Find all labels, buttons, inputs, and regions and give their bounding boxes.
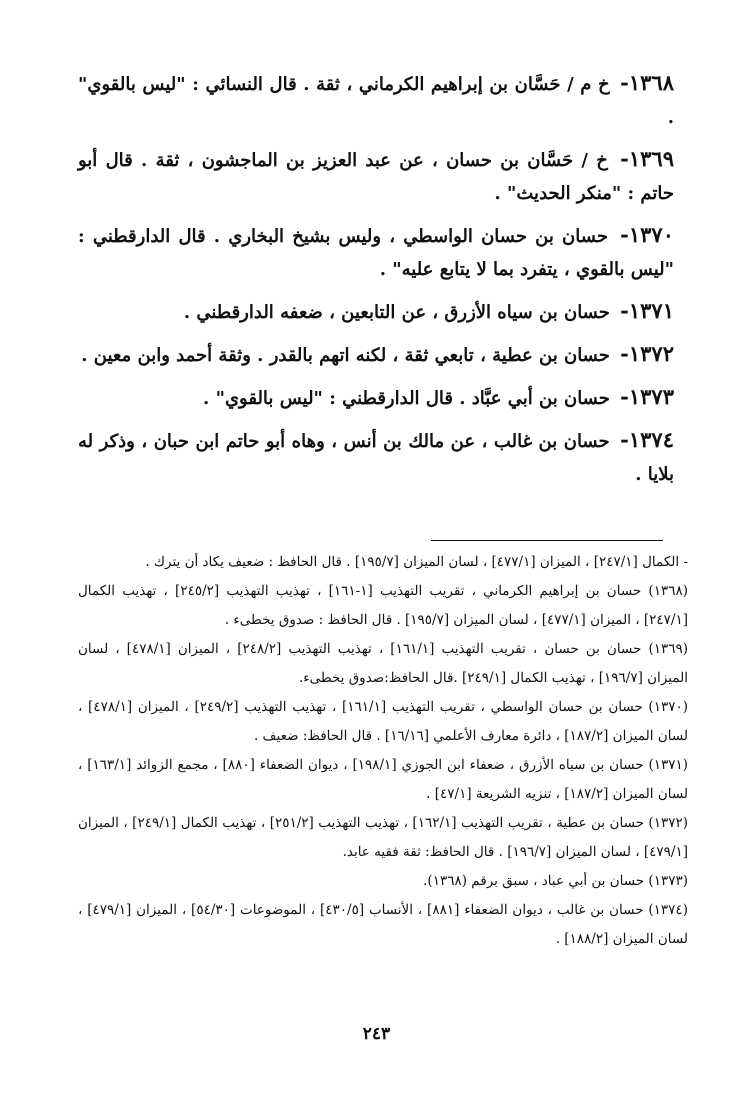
entry-number: ١٣٦٩-	[620, 146, 674, 171]
entry-text: حسان بن سياه الأزرق ، عن التابعين ، ضعفه الدارقطني .	[183, 302, 610, 323]
entry-1374	[78, 423, 674, 491]
entry-1368	[78, 66, 674, 134]
main-entries	[78, 66, 674, 499]
entry-number: ١٣٧٠-	[620, 222, 674, 247]
footnote-separator	[431, 540, 663, 541]
footnote: (١٣٦٩) حسان بن حسان ، تقريب التهذيب [١٦١/١] ، تهذيب التهذيب [٢٤٨/٢] ، الميزان [٤٧٨/١] ، لسان الميزان [١٩٦/٧] ، تهذيب الكمال [٢٤٩/١] .قال الحافظ:صدوق يخطىء.	[78, 641, 689, 686]
entry-text: حسان بن حسان الواسطي ، وليس بشيخ البخاري . قال الدارقطني : "ليس بالقوي ، يتفرد بما لا يتابع عليه" .	[78, 226, 674, 280]
footnote: (١٣٧١) حسان بن سياه الأزرق ، ضعفاء ابن الجوزي [١٩٨/١] ، ديوان الضعفاء [٨٨٠] ، مجمع الزوائد [١٦٣/١] ، لسان الميزان [١٨٧/٢] ، تنزيه الشريعة [٤٧/١] .	[78, 757, 689, 802]
entry-text: خ / حَسَّان بن حسان ، عن عبد العزيز بن الماجشون ، ثقة . قال أبو حاتم : "منكر الحديث" .	[78, 150, 674, 204]
entry-number: ١٣٧٢-	[620, 341, 674, 366]
footnote: (١٣٧٣) حسان بن أبي عباد ، سبق برقم (١٣٦٨).	[423, 873, 688, 889]
entry-number: ١٣٧٤-	[620, 427, 674, 452]
entry-text: حسان بن عطية ، تابعي ثقة ، لكنه اتهم بالقدر . وثقة أحمد وابن معين .	[81, 345, 610, 366]
footnotes	[78, 548, 688, 954]
entry-1370	[78, 218, 674, 286]
entry-1373	[78, 380, 674, 415]
footnote: (١٣٧٠) حسان بن حسان الواسطي ، تقريب التهذيب [١٦١/١] ، تهذيب التهذيب [٢٤٩/٢] ، الميزان [٤٧٨/١] ، لسان الميزان [١٨٧/٢] ، دائرة معارف الأعلمي [١٦/١٦] . قال الحافظ: ضعيف .	[78, 699, 688, 744]
footnote: (١٣٦٨) حسان بن إبراهيم الكرماني ، تقريب التهذيب [١-١٦١] ، تهذيب التهذيب [٢٤٥/٢] ، تهذيب الكمال [٢٤٧/١] ، الميزان [٤٧٧/١] ، لسان الميزان [١٩٥/٧] . قال الحافظ : صدوق يخطىء .	[78, 583, 688, 628]
page-number: ٢٤٣	[362, 1024, 391, 1044]
entry-text: حسان بن أبي عبَّاد . قال الدارقطني : "ليس بالقوي" .	[203, 388, 610, 409]
entry-number: ١٣٧٣-	[620, 384, 674, 409]
entry-text: خ م / حَسَّان بن إبراهيم الكرماني ، ثقة . قال النسائي : "ليس بالقوي" .	[78, 74, 674, 128]
entry-1369	[78, 142, 674, 210]
entry-1372	[78, 337, 674, 372]
footnote: (١٣٧٤) حسان بن غالب ، ديوان الضعفاء [٨٨١] ، الأنساب [٤٣٠/٥] ، الموضوعات [٥٤/٣٠] ، الميزان [٤٧٩/١] ، لسان الميزان [١٨٨/٢] .	[78, 902, 688, 947]
entry-number: ١٣٦٨-	[620, 70, 674, 95]
entry-text: حسان بن غالب ، عن مالك بن أنس ، وهاه أبو حاتم ابن حبان ، وذكر له بلايا .	[78, 431, 674, 485]
footnote: - الكمال [٢٤٧/١] ، الميزان [٤٧٧/١] ، لسان الميزان [١٩٥/٧] . قال الحافظ : ضعيف يكاد أن يترك .	[145, 554, 688, 570]
entry-1371	[78, 294, 674, 329]
entry-number: ١٣٧١-	[620, 298, 674, 323]
footnote: (١٣٧٢) حسان بن عطية ، تقريب التهذيب [١٦٢/١] ، تهذيب التهذيب [٢٥١/٢] ، تهذيب الكمال [٢٤٩/١] ، الميزان [٤٧٩/١] ، لسان الميزان [١٩٦/٧] . قال الحافظ: ثقة فقيه عابد.	[78, 815, 689, 860]
